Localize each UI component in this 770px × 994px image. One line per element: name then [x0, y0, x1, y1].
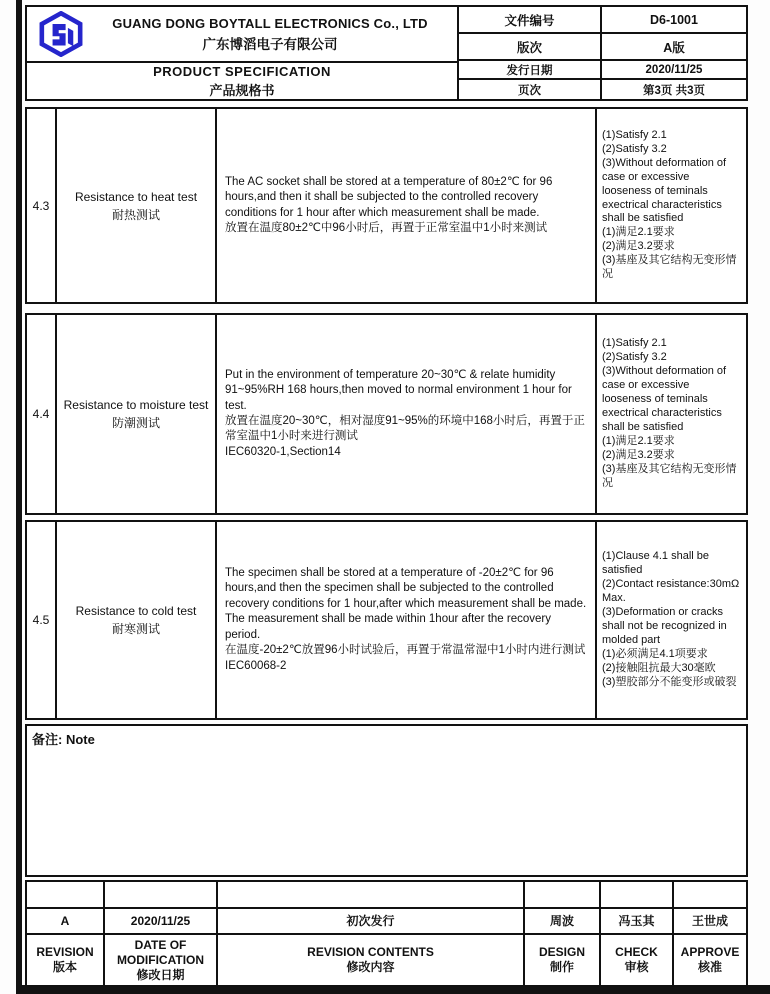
field-doc-number: [459, 7, 746, 34]
revision-approve: 王世成: [691, 913, 728, 928]
company-name-en: GUANG DONG BOYTALL ELECTRONICS Co., LTD: [112, 15, 428, 31]
test-row-cold: [25, 520, 748, 720]
test-row-moisture: [25, 313, 748, 515]
test-name-en: Resistance to heat test: [74, 189, 198, 204]
test-description: The specimen shall be stored at a temperature of -20±2℃ for 96 hours,and then the specimen shall be subjected to the controlled recovery conditions for 1 hour,after which measurement shall be made. The measurement shall be made within 1hour after the recovery period. 在温度-20±2℃放置96小时试验后，再置于常温常湿中1小时内进行测试 IEC60068-2: [217, 522, 597, 718]
document-title-en: PRODUCT SPECIFICATION: [153, 63, 331, 79]
scan-edge-left: [16, 0, 22, 994]
revision-check: 冯玉其: [601, 909, 674, 933]
field-value: 2020/11/25: [645, 63, 703, 76]
revision-cell: [218, 882, 525, 907]
revision-header: DESIGN 制作: [525, 935, 601, 985]
revision-header: REVISION 版本: [27, 935, 105, 985]
field-value: 第3页 共3页: [643, 84, 705, 97]
revision-row-empty: [27, 882, 746, 909]
field-label: 页次: [459, 80, 602, 99]
revision-design: 周波: [525, 909, 601, 933]
field-page-number: [459, 80, 746, 99]
company-logo-icon: [33, 9, 89, 59]
header-company-block: [27, 7, 457, 99]
test-criteria: (1)Satisfy 2.1 (2)Satisfy 3.2 (3)Without deformation of case or excessive looseness of teminals exectrical characteristics shall be satisfied (1)满足2.1要求 (2)满足3.2要求 (3)基座及其它结构无变形情况: [602, 337, 737, 489]
revision-cell: [601, 882, 674, 907]
test-name: [57, 109, 217, 302]
test-name: [57, 315, 217, 513]
field-version: [459, 34, 746, 61]
test-name-en: Resistance to cold test: [75, 604, 197, 618]
revision-header: REVISION CONTENTS 修改内容: [218, 935, 525, 985]
test-criteria: (1)Satisfy 2.1 (2)Satisfy 3.2 (3)Without deformation of case or excessive looseness of teminals exectrical characteristics shall be satisfied (1)满足2.1要求 (2)满足3.2要求 (3)基座及其它结构无变形情况: [602, 128, 737, 281]
revision-table: [25, 880, 748, 987]
test-description: The AC socket shall be stored at a temperature of 80±2℃ for 96 hours,and then it shall be subjected to the controlled recovery conditions for 1 hour after which measurement shall be made. 放置在温度80±2℃中96小时后，再置于正常室温中1小时来测试: [217, 109, 597, 302]
note-label: 备注: Note: [32, 732, 95, 747]
revision-cell: [105, 882, 218, 907]
field-value: A版: [663, 40, 685, 55]
test-criteria: (1)Clause 4.1 shall be satisfied (2)Contact resistance:30mΩ Max. (3)Deformation or cracks shall not be recognized in molded part (1)必须满足4.1项要求 (2)接触阻抗最大30毫欧 (3)塑胶部分不能变形或破裂: [602, 550, 740, 688]
test-number: 4.4: [27, 315, 57, 513]
header-fields-block: [457, 7, 746, 99]
revision-cell: [27, 882, 105, 907]
revision-cell: [674, 882, 746, 907]
field-value: D6-1001: [650, 12, 698, 27]
revision-header: APPROVE 核准: [680, 945, 740, 974]
note-section: [25, 724, 748, 877]
field-issue-date: [459, 61, 746, 80]
document-title-cn: 产品规格书: [209, 82, 275, 98]
revision-header-row: [27, 935, 746, 985]
test-name-cn: 耐热测试: [111, 207, 160, 222]
test-description: Put in the environment of temperature 20~30℃ & relate humidity 91~95%RH 168 hours,then moved to normal environment 1 hour for test. 放置在温度20~30℃，相对湿度91~95%的环境中168小时后，再置于正常室温中1小时来进行测试 IEC60320-1,Section14: [217, 315, 597, 513]
test-number: 4.3: [27, 109, 57, 302]
field-label: 版次: [459, 34, 602, 59]
test-name: [57, 522, 217, 718]
document-header: [25, 5, 748, 101]
field-label: 发行日期: [459, 61, 602, 78]
document-page: [25, 5, 748, 987]
revision-header: CHECK 审核: [601, 935, 674, 985]
revision-row-a: [27, 909, 746, 935]
test-name-en: Resistance to moisture test: [63, 398, 209, 412]
revision-header: DATE OF MODIFICATION 修改日期: [105, 935, 218, 985]
company-name-cn: 广东博滔电子有限公司: [202, 36, 338, 52]
field-label: 文件编号: [459, 7, 602, 32]
test-number: 4.5: [27, 522, 57, 718]
revision-date: 2020/11/25: [105, 909, 218, 933]
revision-version: A: [27, 909, 105, 933]
revision-contents: 初次发行: [218, 909, 525, 933]
test-name-cn: 防潮测试: [111, 416, 160, 430]
test-name-cn: 耐寒测试: [111, 622, 160, 636]
test-row-heat: [25, 107, 748, 304]
revision-cell: [525, 882, 601, 907]
